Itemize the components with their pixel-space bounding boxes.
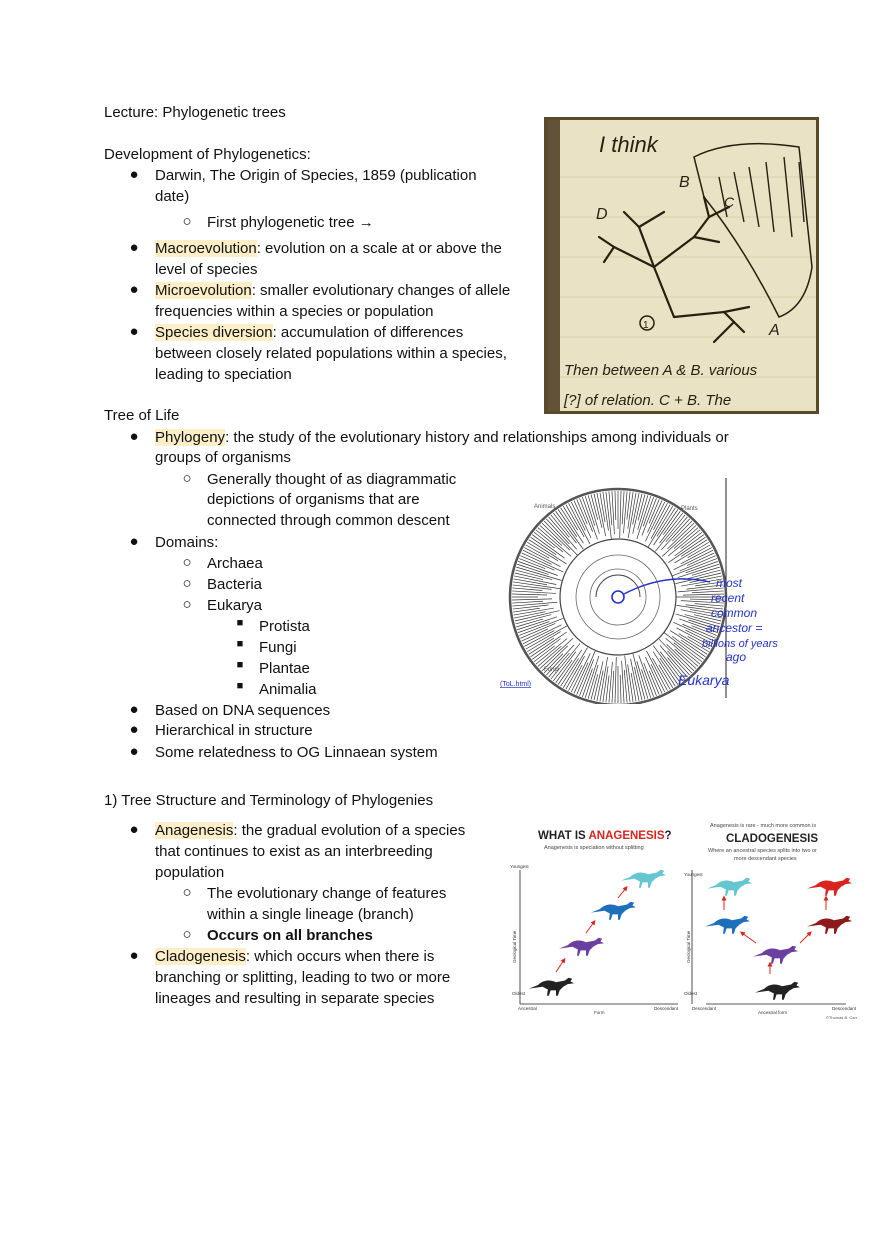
kingdom-animalia: Animalia [259,681,317,698]
ana-ancestral: Ancestral [518,1006,537,1011]
clado-geo-time: Geological Time [686,930,691,963]
sketch-label-d: D [596,206,608,223]
bullet-circle: ○ [182,554,192,571]
tol-link[interactable]: (ToL.html) [500,681,532,688]
macro-line-2: level of species [155,261,258,278]
infographic-credit: ©Thomas B. Carr [826,1015,858,1020]
ana-descendant: Descendant [654,1006,679,1011]
sketch-bottom-2: [?] of relation. C + B. The [564,392,732,409]
tree-label-fungi: Fungi [544,667,560,673]
sketch-label-a: A [769,322,780,339]
tol-heading: Tree of Life [104,407,180,424]
phylo-line-2: groups of organisms [155,449,291,466]
domain-bacteria: Bacteria [207,576,263,593]
ana-subtitle: Anagenesis is speciation without splitting [544,845,644,851]
bullet-circle: ○ [182,926,192,943]
bullet-dot: ● [129,533,139,550]
kingdom-protista: Protista [259,618,310,635]
ana-line-2: that continues to exist as an interbreeding [155,843,433,860]
gen-line-2: depictions of organisms that are [207,491,420,508]
clado-sub-1: Where an ancestral species splits into two or [708,848,817,854]
div-line-2: between closely related populations within a species, [155,345,507,362]
clado-descendant-left: Descendant [692,1006,717,1011]
bullet-square: ■ [236,680,244,692]
bullet-dot: ● [129,701,139,718]
clado-ancestral-form: Ancestral form [758,1010,788,1015]
phylo-def: : the study of the evolutionary history and relationships among individuals or [225,429,729,446]
clado-def: : which occurs when there is [245,948,435,965]
clado-oldest: Oldest [684,991,698,996]
mrca-note-2: recent [711,591,745,605]
micro-line-1 [155,281,510,301]
gen-line-1: Generally thought of as diagrammatic [207,471,457,488]
domains-label: Domains: [155,534,219,551]
evo-line-1: The evolutionary change of features [207,885,447,902]
div-line-3: leading to speciation [155,366,292,383]
ana-geo-time: Geological Time [512,930,517,963]
sketch-label-c: C [724,194,735,210]
micro-line-2: frequencies within a species or population [155,303,434,320]
page-title: Lecture: Phylogenetic trees [104,104,286,121]
clado-sub-2: more descendant species [734,856,797,862]
ana-line-3: population [155,864,225,881]
ana-oldest: Oldest [512,991,526,996]
darwin-sketch-image [544,117,819,414]
ana-term: Anagenesis [155,822,234,839]
darwin-text-2: date) [155,188,190,205]
bullet-dot: ● [129,166,139,183]
bullet-dot: ● [129,281,139,298]
kingdom-fungi: Fungi [259,639,297,656]
mrca-note-4: ancestor = [706,621,763,635]
ana-form: Form [594,1010,605,1015]
section1-heading: 1) Tree Structure and Terminology of Phylogenies [104,792,434,809]
mrca-note-1: most [716,576,743,590]
sketch-label-1: 1 [643,320,649,331]
ana-title: WHAT IS ANAGENESIS? [538,830,672,842]
bullet-dot: ● [129,721,139,738]
clado-youngest: Youngest [684,872,703,877]
sketch-header: I think [599,132,658,157]
darwin-text-1: Darwin, The Origin of Species, 1859 (publication [155,167,477,184]
bullet-circle: ○ [182,575,192,592]
sketch-bottom-1: Then between A & B. various [564,362,758,379]
dev-heading: Development of Phylogenetics: [104,146,311,163]
bullet-dot: ● [129,239,139,256]
bullet-circle: ○ [182,213,192,230]
anagenesis-infographic [506,818,862,1022]
domain-eukarya: Eukarya [207,597,263,614]
clado-line-1 [155,947,434,967]
domain-archaea: Archaea [207,555,263,572]
phylo-line-1 [155,428,729,448]
bullet-square: ■ [236,638,244,650]
macro-term: Macroevolution [155,240,257,257]
clado-top: Anagenesis is rare - much more common is [710,823,817,829]
bullet-dot: ● [129,323,139,340]
bullet-square: ■ [236,617,244,629]
micro-def: : smaller evolutionary changes of allele [251,282,511,299]
occurs-text: Occurs on all branches [207,927,373,944]
clado-descendant-right: Descendant [832,1006,857,1011]
circular-tree-image [496,472,786,704]
kingdom-plantae: Plantae [259,660,310,677]
div-line-1 [155,323,463,343]
bullet-dot: ● [129,428,139,445]
bullet-circle: ○ [182,596,192,613]
evo-line-2: within a single lineage (branch) [207,906,414,923]
macro-line-1 [155,239,502,259]
bullet-dot: ● [129,947,139,964]
div-def: : accumulation of differences [272,324,464,341]
bullet-dot: ● [129,821,139,838]
eukarya-note: Eukarya [678,672,730,688]
first-tree-text: First phylogenetic tree → [207,214,374,231]
hier-text: Hierarchical in structure [155,722,313,739]
micro-term: Microevolution [155,282,252,299]
gen-line-3: connected through common descent [207,512,450,529]
phylo-term: Phylogeny [155,429,226,446]
mrca-note-3: common [711,606,758,620]
clado-title: CLADOGENESIS [726,833,819,845]
bullet-square: ■ [236,659,244,671]
mrca-note-6: ago [726,650,747,664]
linnaean-text: Some relatedness to OG Linnaean system [155,744,438,761]
macro-def: : evolution on a scale at or above the [256,240,502,257]
ana-line-1 [155,821,465,841]
dna-text: Based on DNA sequences [155,702,331,719]
bullet-circle: ○ [182,884,192,901]
ana-youngest: Youngest [510,864,529,869]
clado-line-3: lineages and resulting in separate species [155,990,435,1007]
bullet-dot: ● [129,743,139,760]
bullet-circle: ○ [182,470,192,487]
mrca-note-5: billions of years [702,638,778,650]
tree-label-animals: Animals [534,504,556,510]
clado-term: Cladogenesis [155,948,246,965]
sketch-label-b: B [679,174,690,191]
tree-label-plants: Plants [681,506,698,512]
ana-def: : the gradual evolution of a species [233,822,466,839]
div-term: Species diversion [155,324,273,341]
clado-line-2: branching or splitting, leading to two or more [155,969,451,986]
